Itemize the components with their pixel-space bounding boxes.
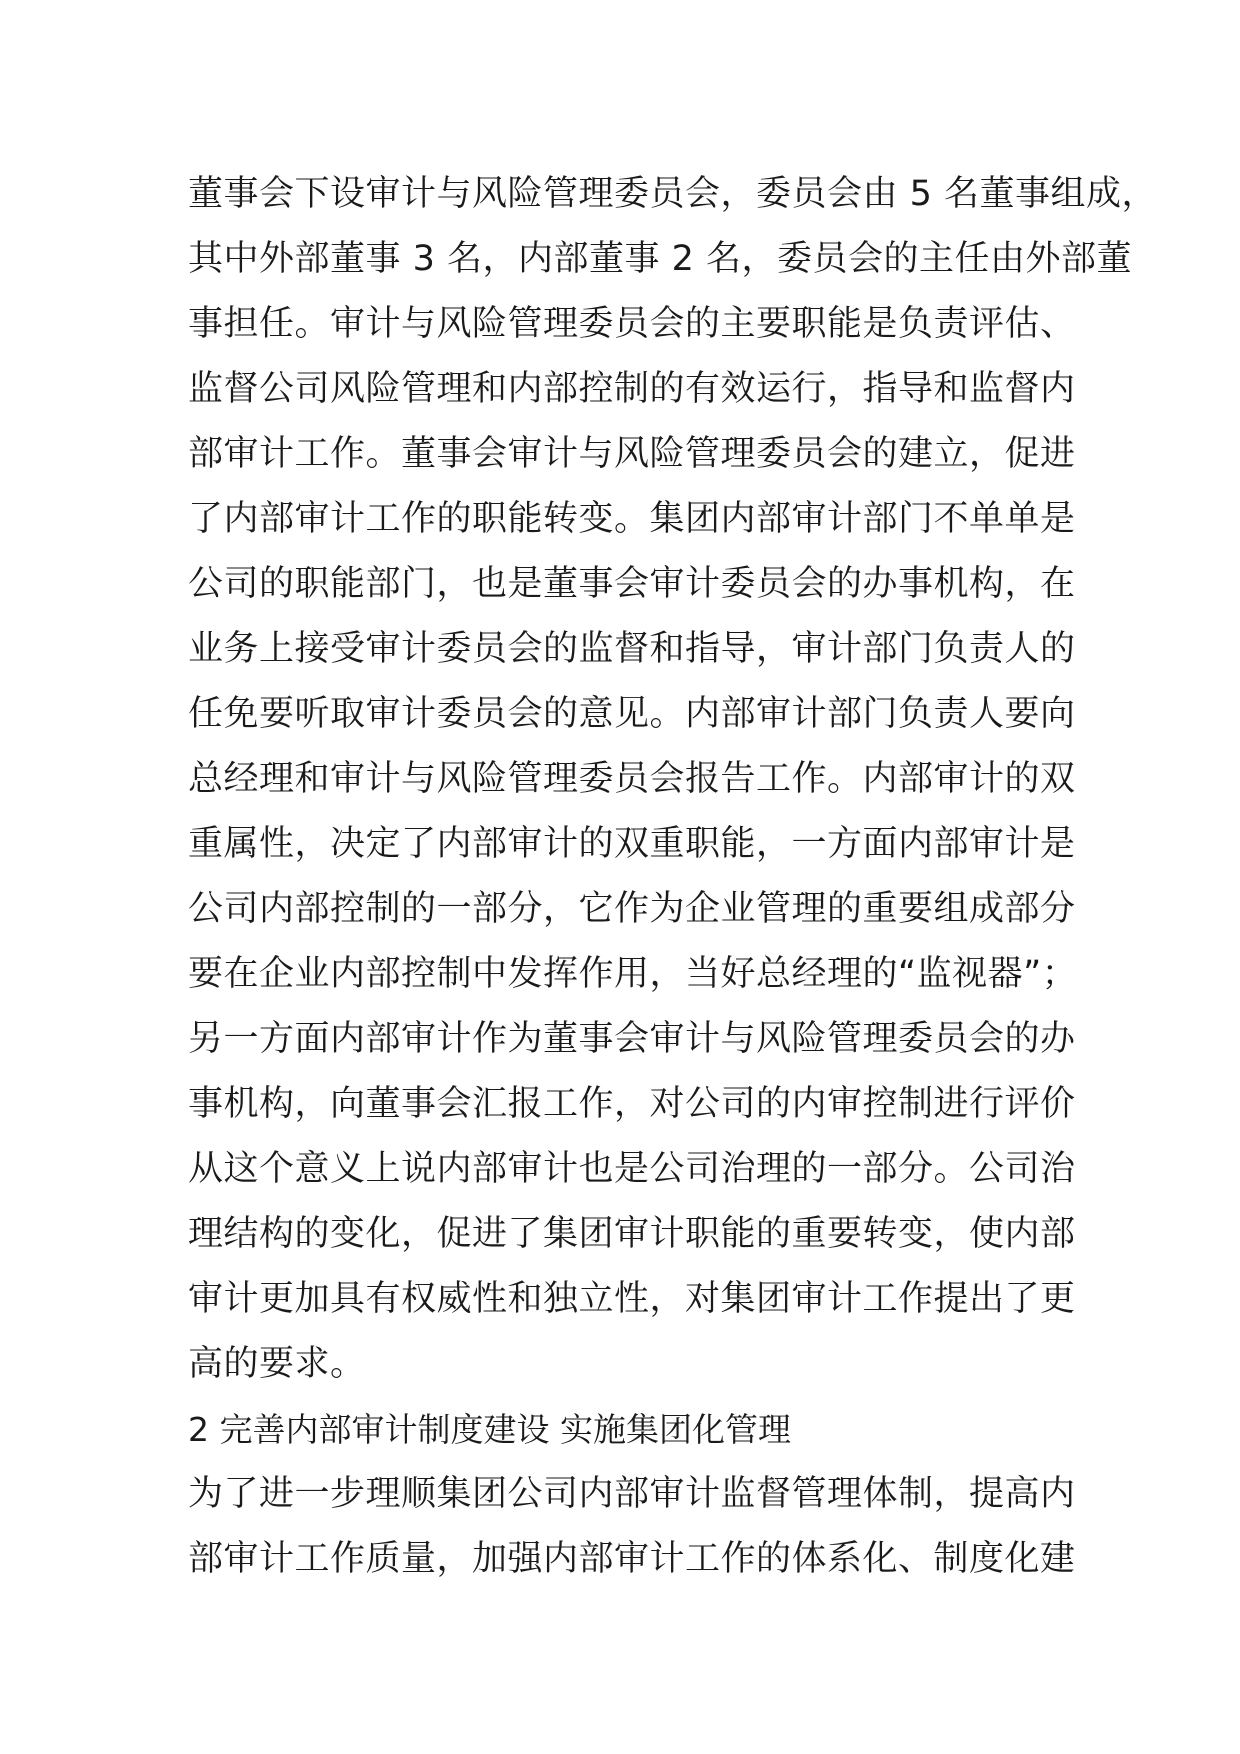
text-line: 其中外部董事 3 名，内部董事 2 名，委员会的主任由外部董: [188, 239, 1133, 279]
text-line: 部审计工作。董事会审计与风险管理委员会的建立，促进: [188, 434, 1076, 474]
text-line: 部审计工作质量，加强内部审计工作的体系化、制度化建: [188, 1539, 1076, 1579]
text-line: 事担任。审计与风险管理委员会的主要职能是负责评估、: [188, 304, 1076, 344]
text-line: 监督公司风险管理和内部控制的有效运行，指导和监督内: [188, 369, 1076, 409]
text-line: 要在企业内部控制中发挥作用，当好总经理的“监视器”；: [188, 954, 1078, 994]
text-line: 公司的职能部门，也是董事会审计委员会的办事机构，在: [188, 564, 1076, 604]
text-line: 公司内部控制的一部分，它作为企业管理的重要组成部分: [188, 889, 1076, 929]
text-line: 总经理和审计与风险管理委员会报告工作。内部审计的双: [188, 759, 1076, 799]
text-line: 了内部审计工作的职能转变。集团内部审计部门不单单是: [188, 499, 1076, 539]
paragraph-1: [188, 162, 1158, 1397]
text-line: 高的要求。: [188, 1344, 366, 1384]
text-line: 理结构的变化，促进了集团审计职能的重要转变，使内部: [188, 1214, 1076, 1254]
text-line: 业务上接受审计委员会的监督和指导，审计部门负责人的: [188, 629, 1076, 669]
text-line: 任免要听取审计委员会的意见。内部审计部门负责人要向: [188, 694, 1076, 734]
text-line: 另一方面内部审计作为董事会审计与风险管理委员会的办: [188, 1019, 1076, 1059]
text-line: 审计更加具有权威性和独立性，对集团审计工作提出了更: [188, 1279, 1076, 1319]
text-line: 董事会下设审计与风险管理委员会，委员会由 5 名董事组成，: [188, 174, 1158, 214]
text-line: 为了进一步理顺集团公司内部审计监督管理体制，提高内: [188, 1474, 1076, 1514]
document-body: [188, 162, 1158, 1592]
section-heading: 2 完善内部审计制度建设 实施集团化管理: [188, 1410, 791, 1449]
text-line: 事机构，向董事会汇报工作，对公司的内审控制进行评价: [188, 1084, 1076, 1124]
text-line: 重属性，决定了内部审计的双重职能，一方面内部审计是: [188, 824, 1076, 864]
paragraph-2: [188, 1462, 1088, 1592]
text-line: 从这个意义上说内部审计也是公司治理的一部分。公司治: [188, 1149, 1076, 1189]
